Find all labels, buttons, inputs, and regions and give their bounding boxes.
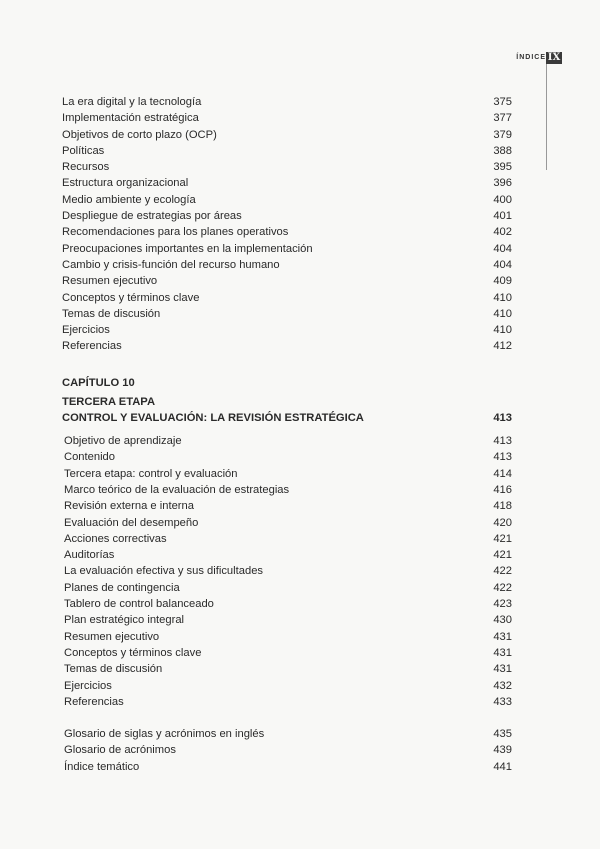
toc-entry <box>62 143 512 159</box>
toc-entry <box>64 612 512 628</box>
toc-entry-page: 396 <box>493 177 512 190</box>
header-vertical-rule <box>546 64 547 170</box>
toc-entry-page: 404 <box>493 258 512 271</box>
toc-entry-title: Resumen ejecutivo <box>62 275 158 288</box>
table-of-contents <box>62 94 512 775</box>
header-label: ÍNDICE <box>516 54 546 61</box>
toc-entry-title: Conceptos y términos clave <box>64 646 202 659</box>
toc-entry <box>62 208 512 224</box>
toc-entry-title: La evaluación efectiva y sus dificultades <box>64 565 264 578</box>
toc-entry <box>64 466 512 482</box>
toc-entry-page: 395 <box>493 161 512 174</box>
toc-entry-title: Estructura organizacional <box>62 177 189 190</box>
toc-entry-page: 375 <box>493 96 512 108</box>
toc-entry-page: 404 <box>493 242 512 255</box>
toc-entry <box>62 257 512 273</box>
toc-entry <box>64 498 512 514</box>
toc-entry-page: 431 <box>493 646 512 659</box>
toc-entry-title: Objetivos de corto plazo (OCP) <box>62 128 217 141</box>
toc-entry <box>64 515 512 531</box>
toc-entry-page: 414 <box>493 467 512 480</box>
toc-entry-page: 433 <box>493 695 512 708</box>
toc-entry-title: Conceptos y términos clave <box>62 291 200 304</box>
toc-entry-page: 402 <box>493 226 512 239</box>
toc-entry-title: Temas de discusión <box>64 663 163 676</box>
toc-section-3 <box>62 726 512 775</box>
toc-entry-page: 410 <box>493 291 512 304</box>
toc-entry <box>62 159 512 175</box>
toc-entry-page: 421 <box>493 549 512 562</box>
chapter-label: CAPÍTULO 10 <box>62 376 135 389</box>
toc-entry-page: 413 <box>493 451 512 464</box>
toc-entry <box>64 547 512 563</box>
toc-entry <box>64 531 512 547</box>
toc-entry-page: 400 <box>493 193 512 206</box>
toc-entry <box>62 290 512 306</box>
toc-entry-title: Ejercicios <box>64 679 112 692</box>
toc-entry-title: Tablero de control balanceado <box>64 598 214 611</box>
toc-entry-title: Temas de discusión <box>62 307 161 320</box>
toc-entry-page: 439 <box>493 744 512 757</box>
toc-entry <box>62 175 512 191</box>
toc-entry-page: 388 <box>493 144 512 157</box>
toc-entry-title: Acciones correctivas <box>64 532 167 545</box>
toc-entry <box>64 482 512 498</box>
toc-entry-title: Recomendaciones para los planes operativos <box>62 226 289 239</box>
page-header <box>0 52 600 68</box>
toc-entry-title: La era digital y la tecnología <box>62 96 202 108</box>
toc-entry <box>64 661 512 677</box>
toc-entry-title: Implementación estratégica <box>62 112 199 125</box>
toc-entry-title: Despliegue de estrategias por áreas <box>62 210 242 223</box>
toc-entry-title: Contenido <box>64 451 116 464</box>
toc-entry <box>64 645 512 661</box>
toc-entry-page: 413 <box>493 435 512 448</box>
toc-entry-title: Objetivo de aprendizaje <box>64 435 182 448</box>
toc-entry-title: Glosario de acrónimos <box>64 744 176 757</box>
toc-entry-page: 422 <box>493 565 512 578</box>
toc-entry-page: 418 <box>493 500 512 513</box>
toc-entry-page: 416 <box>493 483 512 496</box>
toc-entry <box>64 629 512 645</box>
toc-entry-title: Cambio y crisis-función del recurso humano <box>62 258 280 271</box>
toc-entry-page: 430 <box>493 614 512 627</box>
toc-entry <box>62 94 512 110</box>
toc-entry-title: Preocupaciones importantes en la implementación <box>62 242 313 255</box>
toc-entry-title: Revisión externa e interna <box>64 500 194 513</box>
toc-entry-title: Plan estratégico integral <box>64 614 185 627</box>
toc-entry-page: 420 <box>493 516 512 529</box>
toc-entry-title: Ejercicios <box>62 324 110 337</box>
toc-entry <box>64 580 512 596</box>
toc-entry-page: 409 <box>493 275 512 288</box>
chapter-title-row <box>62 410 512 426</box>
toc-entry <box>62 306 512 322</box>
toc-entry <box>64 433 512 449</box>
toc-entry-page: 431 <box>493 630 512 643</box>
toc-entry <box>64 742 512 758</box>
page-number-badge: IX <box>547 52 561 63</box>
toc-entry-title: Tercera etapa: control y evaluación <box>64 467 238 480</box>
toc-entry-title: Referencias <box>64 695 124 708</box>
toc-entry-title: Auditorías <box>64 549 115 562</box>
toc-entry <box>62 338 512 354</box>
toc-entry-page: 410 <box>493 324 512 337</box>
toc-entry-page: 377 <box>493 112 512 125</box>
toc-entry-page: 435 <box>493 728 512 741</box>
toc-entry <box>62 110 512 126</box>
toc-entry <box>62 127 512 143</box>
toc-entry-title: Políticas <box>62 144 105 157</box>
toc-entry <box>62 192 512 208</box>
toc-entry <box>64 759 512 775</box>
toc-entry <box>64 678 512 694</box>
toc-section-1 <box>62 94 512 355</box>
toc-entry-page: 412 <box>493 340 512 353</box>
chapter-page: 413 <box>493 411 512 424</box>
toc-entry <box>64 596 512 612</box>
chapter-subtitle: TERCERA ETAPA <box>62 395 156 408</box>
toc-entry-title: Glosario de siglas y acrónimos en inglés <box>64 728 265 741</box>
toc-entry-page: 431 <box>493 663 512 676</box>
toc-entry-page: 422 <box>493 581 512 594</box>
toc-entry <box>62 273 512 289</box>
toc-entry-page: 432 <box>493 679 512 692</box>
toc-entry <box>62 241 512 257</box>
toc-entry <box>62 322 512 338</box>
toc-entry-page: 421 <box>493 532 512 545</box>
toc-entry-title: Índice temático <box>64 760 140 773</box>
toc-entry-page: 423 <box>493 598 512 611</box>
toc-entry <box>64 694 512 710</box>
toc-entry <box>64 563 512 579</box>
toc-entry-page: 379 <box>493 128 512 141</box>
toc-entry-title: Medio ambiente y ecología <box>62 193 196 206</box>
toc-entry-page: 401 <box>493 210 512 223</box>
toc-entry-page: 410 <box>493 307 512 320</box>
toc-entry-page: 441 <box>493 760 512 773</box>
toc-entry <box>64 726 512 742</box>
toc-entry-title: Resumen ejecutivo <box>64 630 160 643</box>
toc-entry-title: Recursos <box>62 161 110 174</box>
toc-entry <box>64 449 512 465</box>
toc-entry-title: Marco teórico de la evaluación de estrategias <box>64 483 290 496</box>
toc-entry <box>62 224 512 240</box>
chapter-title: CONTROL Y EVALUACIÓN: LA REVISIÓN ESTRATÉGICA <box>62 411 364 424</box>
toc-section-2 <box>62 433 512 710</box>
toc-entry-title: Planes de contingencia <box>64 581 180 594</box>
toc-entry-title: Evaluación del desempeño <box>64 516 199 529</box>
toc-entry-title: Referencias <box>62 340 122 353</box>
